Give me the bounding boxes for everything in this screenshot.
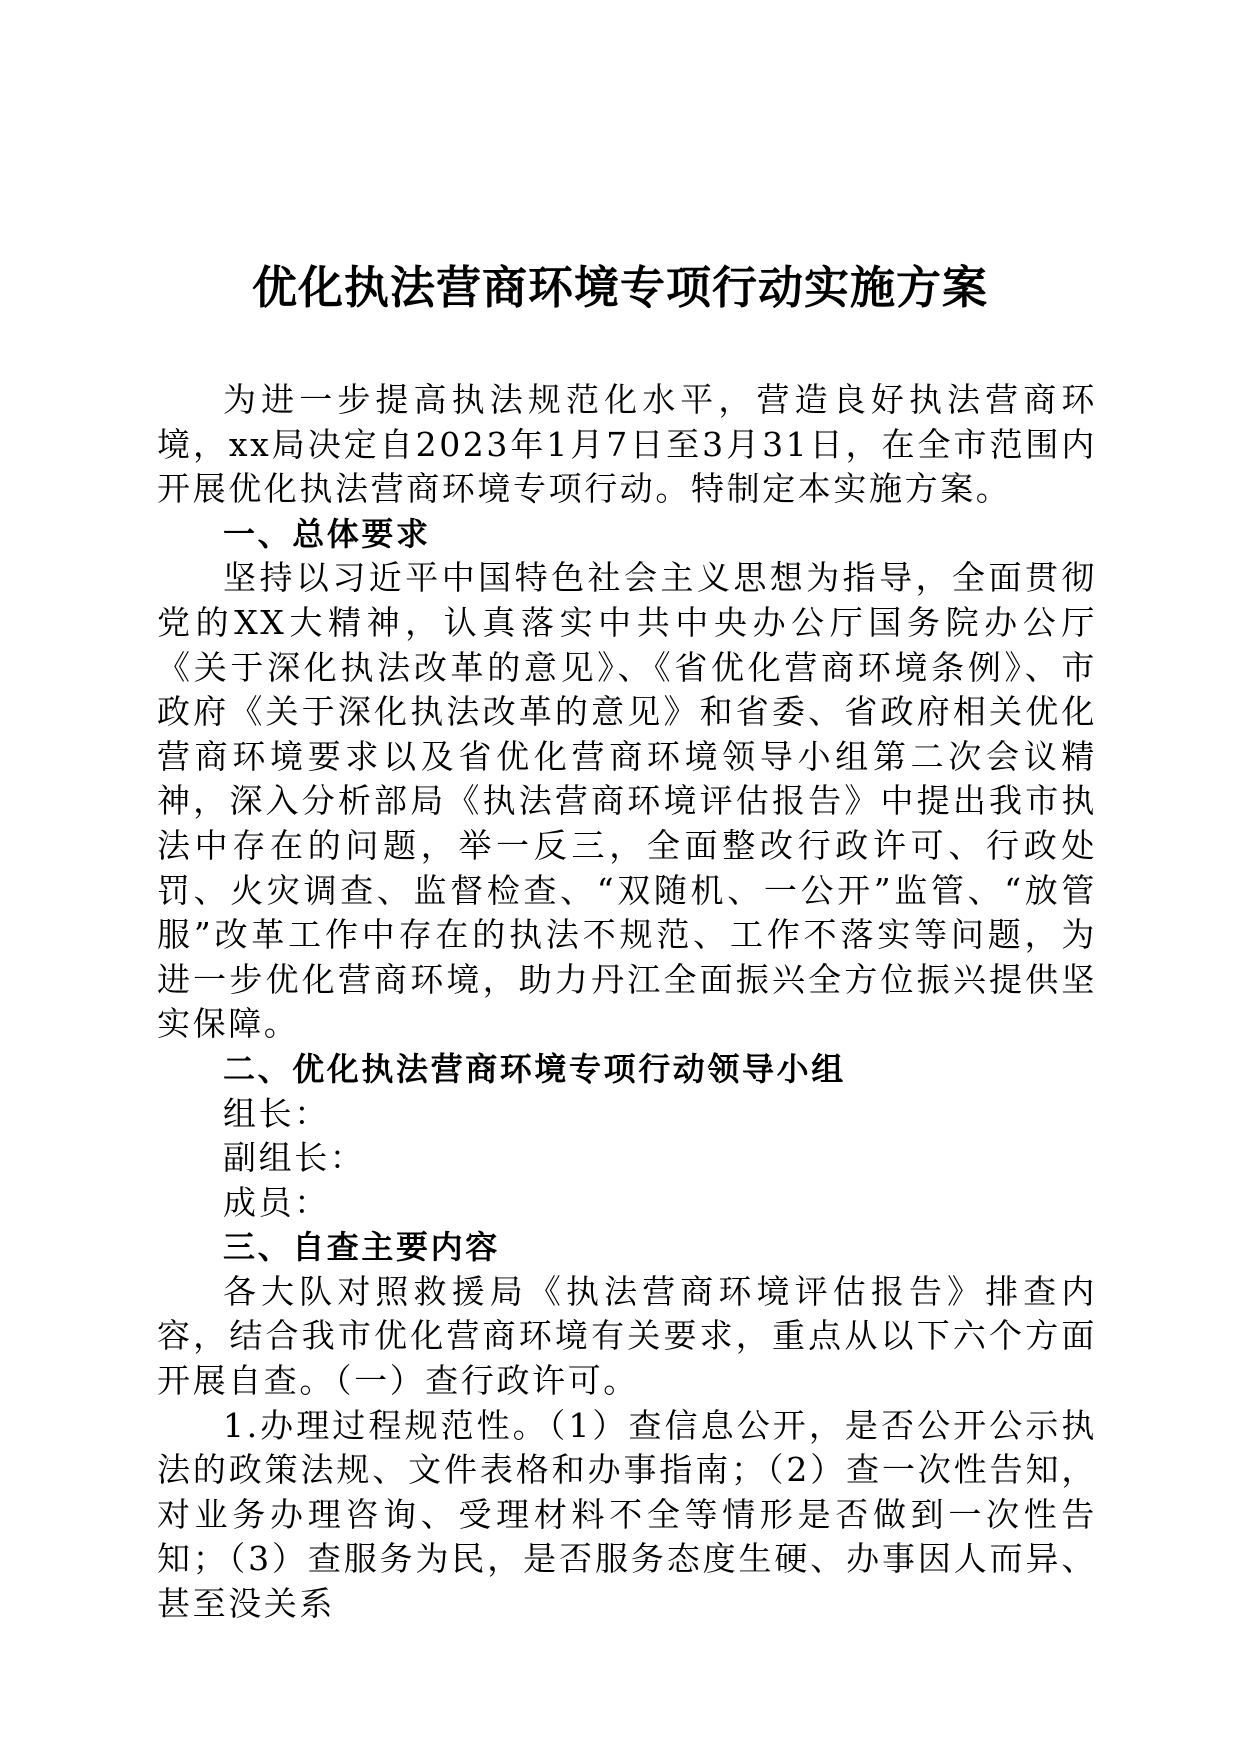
group-members-line: 成员： (223, 1182, 330, 1222)
self-inspection-paragraph: 各大队对照救援局《执法营商环境评估报告》排查内容，结合我市优化营商环境有关要求，重点从以下六个方面开展自查。（一）查行政许可。 (157, 1271, 1097, 1401)
section-heading-leading-group: 二、优化执法营商环境专项行动领导小组 (223, 1049, 846, 1088)
document-body (157, 378, 1097, 1627)
general-requirements-paragraph: 坚持以习近平中国特色社会主义思想为指导，全面贯彻党的XX大精神，认真落实中共中央办公厅国务院办公厅《关于深化执法改革的意见》、《省优化营商环境条例》、市政府《关于深化执法改革的意见》和省委、省政府相关优化营商环境要求以及省优化营商环境领导小组第二次会议精神，深入分析部局《执法营商环境评估报告》中提出我市执法中存在的问题，举一反三，全面整改行政许可、行政处罚、火灾调查、监督检查、“双随机、一公开”监管、“放管服”改革工作中存在的执法不规范、工作不落实等问题，为进一步优化营商环境，助力丹江全面振兴全方位振兴提供坚实保障。 (157, 558, 1097, 1044)
document-title: 优化执法营商环境专项行动实施方案 (251, 261, 988, 314)
section-heading-self-inspection: 三、自查主要内容 (223, 1228, 500, 1267)
intro-paragraph: 为进一步提高执法规范化水平，营造良好执法营商环境，xx局决定自2023年1月7日至3月31日，在全市范围内开展优化执法营商环境专项行动。特制定本实施方案。 (157, 380, 1097, 509)
process-standard-paragraph: 1.办理过程规范性。（1）查信息公开，是否公开公示执法的政策法规、文件表格和办事指南；（2）查一次性告知，对业务办理咨询、受理材料不全等情形是否做到一次性告知；（3）查服务为民，是否服务态度生硬、办事因人而异、甚至没关系 (157, 1405, 1097, 1624)
group-leader-line: 组长： (223, 1093, 330, 1133)
group-deputy-leader-line: 副组长： (223, 1138, 366, 1178)
section-heading-general-requirements: 一、总体要求 (223, 514, 431, 553)
